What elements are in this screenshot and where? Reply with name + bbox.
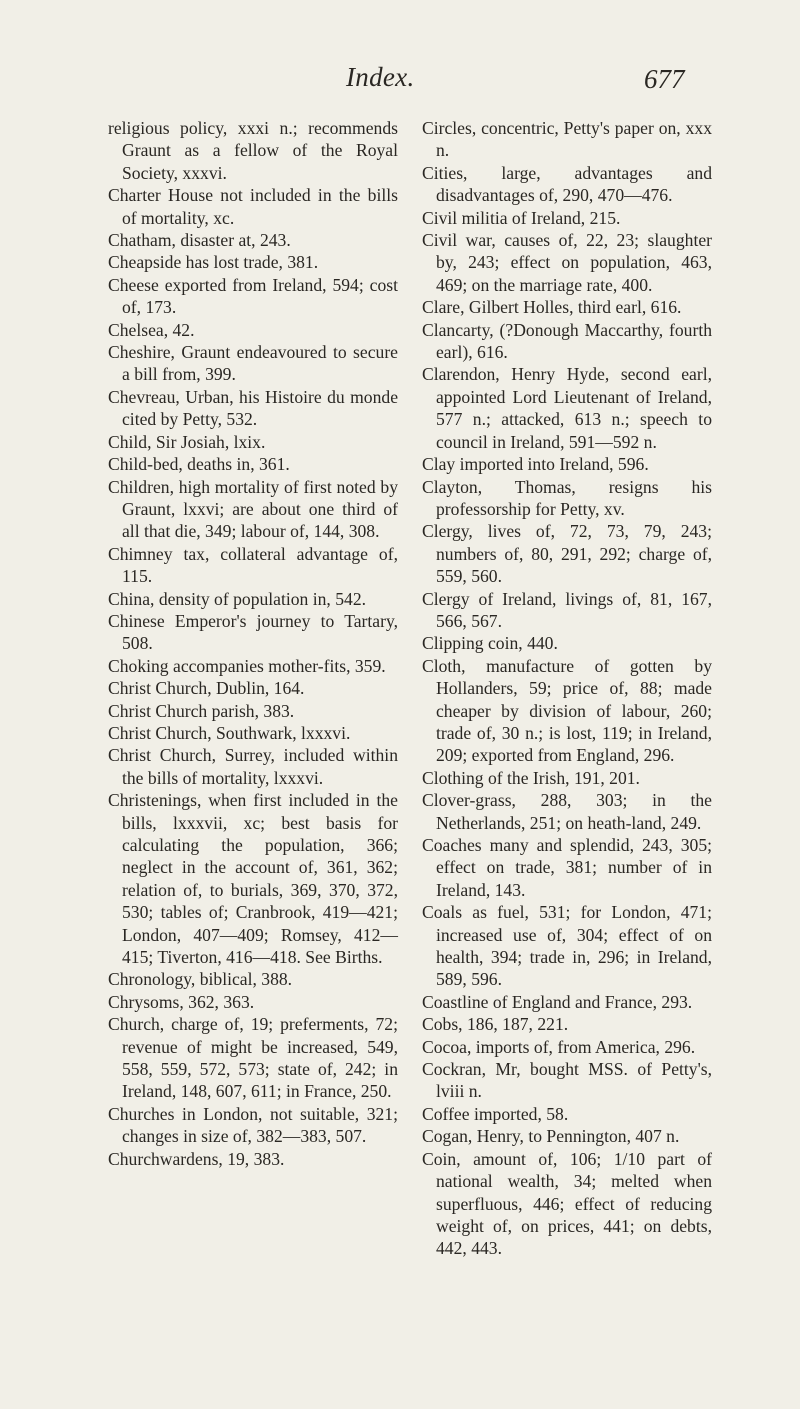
index-entry: Choking accompanies mother-fits, 359.	[108, 655, 386, 676]
index-entry: Cockran, Mr, bought MSS. of Petty's, lviii n.	[422, 1059, 712, 1102]
running-title: Index.	[346, 62, 415, 92]
index-entry: Clayton, Thomas, resigns his professorship for Petty, xv.	[422, 476, 712, 519]
index-entry: Cobs, 186, 187, 221.	[422, 1014, 569, 1035]
index-entry: Charter House not included in the bills of mortality, xc.	[108, 185, 398, 228]
index-entry: Clothing of the Irish, 191, 201.	[422, 767, 640, 788]
index-entry: Chimney tax, collateral advantage of, 115.	[108, 543, 398, 587]
index-entry: Child-bed, deaths in, 361.	[108, 454, 290, 475]
index-entry: Churchwardens, 19, 383.	[108, 1148, 285, 1169]
index-columns	[108, 117, 712, 1260]
index-entry: Children, high mortality of first noted by Graunt, lxxvi; are about one third of all that die, 349; labour of, 144, 308.	[108, 476, 398, 542]
index-entry: Cogan, Henry, to Pennington, 407 n.	[422, 1126, 680, 1147]
running-header	[0, 62, 800, 102]
index-entry: Cocoa, imports of, from America, 296.	[422, 1036, 696, 1057]
index-entry: Cheshire, Graunt endeavoured to secure a bill from, 399.	[108, 342, 398, 385]
index-entry: Christ Church, Southwark, lxxxvi.	[108, 722, 351, 743]
index-entry: Clare, Gilbert Holles, third earl, 616.	[422, 297, 682, 318]
index-entry: Coastline of England and France, 293.	[422, 991, 693, 1012]
index-entry: Clarendon, Henry Hyde, second earl, appointed Lord Lieutenant of Ireland, 577 n.; attacked, 613 n.; speech to council in Ireland, 591—592 n.	[422, 364, 712, 452]
index-entry: Civil war, causes of, 22, 23; slaughter by, 243; effect on population, 463, 469; on the marriage rate, 400.	[422, 230, 712, 295]
index-entry: Circles, concentric, Petty's paper on, xxx n.	[422, 118, 712, 161]
index-entry: Church, charge of, 19; preferments, 72; revenue of might be increased, 549, 558, 559, 572, 573; state of, 242; in Ireland, 148, 607, 611; in France, 250.	[108, 1014, 398, 1102]
index-entry: religious policy, xxxi n.; recommends Graunt as a fellow of the Royal Society, xxxvi.	[108, 118, 398, 183]
index-entry: Christenings, when first included in the bills, lxxxvii, xc; best basis for calculating the population, 366; neglect in the account of, 361, 362; relation of, to burials, 369, 370, 372, 530; tables of; Cranbrook, 419—421; London, 407—409; Romsey, 412—415; Tiverton, 416—418. See Births.	[108, 790, 398, 968]
index-entry: Christ Church, Surrey, included within the bills of mortality, lxxxvi.	[108, 745, 398, 788]
index-entry: Christ Church, Dublin, 164.	[108, 678, 305, 699]
index-entry: Chinese Emperor's journey to Tartary, 508.	[108, 610, 398, 654]
left-index-column	[108, 117, 398, 1260]
index-entry: Coals as fuel, 531; for London, 471; increased use of, 304; effect of on health, 394; trade in, 296; in Ireland, 589, 596.	[422, 902, 712, 990]
index-entry: Clover-grass, 288, 303; in the Netherlands, 251; on heath-land, 249.	[422, 790, 712, 833]
index-entry: Cities, large, advantages and disadvantages of, 290, 470—476.	[422, 162, 712, 206]
index-entry: Christ Church parish, 383.	[108, 700, 295, 721]
index-entry: China, density of population in, 542.	[108, 588, 367, 609]
index-entry: Churches in London, not suitable, 321; changes in size of, 382—383, 507.	[108, 1103, 398, 1147]
index-entry: Cloth, manufacture of gotten by Hollanders, 59; price of, 88; made cheaper by division of labour, 260; trade of, 30 n.; is lost, 119; in Ireland, 209; exported from England, 296.	[422, 655, 712, 766]
index-entry: Clay imported into Ireland, 596.	[422, 454, 649, 475]
index-entry: Chronology, biblical, 388.	[108, 969, 293, 990]
index-entry: Coffee imported, 58.	[422, 1103, 569, 1124]
index-entry: Cheese exported from Ireland, 594; cost of, 173.	[108, 274, 398, 318]
index-entry: Clipping coin, 440.	[422, 633, 558, 654]
page-number: 677	[644, 64, 685, 94]
index-entry: Coaches many and splendid, 243, 305; effect on trade, 381; number of in Ireland, 143.	[422, 835, 712, 900]
right-index-column	[422, 117, 712, 1260]
index-entry: Chevreau, Urban, his Histoire du monde cited by Petty, 532.	[108, 386, 398, 430]
index-entry: Clancarty, (?Donough Maccarthy, fourth earl), 616.	[422, 319, 712, 363]
index-entry: Child, Sir Josiah, lxix.	[108, 431, 266, 452]
index-entry: Chatham, disaster at, 243.	[108, 230, 291, 251]
index-entry: Civil militia of Ireland, 215.	[422, 207, 621, 228]
index-entry: Chrysoms, 362, 363.	[108, 991, 255, 1012]
index-entry: Clergy, lives of, 72, 73, 79, 243; numbers of, 80, 291, 292; charge of, 559, 560.	[422, 521, 712, 587]
index-entry: Coin, amount of, 106; 1/10 part of national wealth, 34; melted when superfluous, 446; effect of reducing weight of, on prices, 441; on debts, 442, 443.	[422, 1148, 712, 1259]
index-entry: Cheapside has lost trade, 381.	[108, 252, 319, 273]
index-entry: Clergy of Ireland, livings of, 81, 167, 566, 567.	[422, 588, 712, 631]
index-entry: Chelsea, 42.	[108, 319, 195, 340]
